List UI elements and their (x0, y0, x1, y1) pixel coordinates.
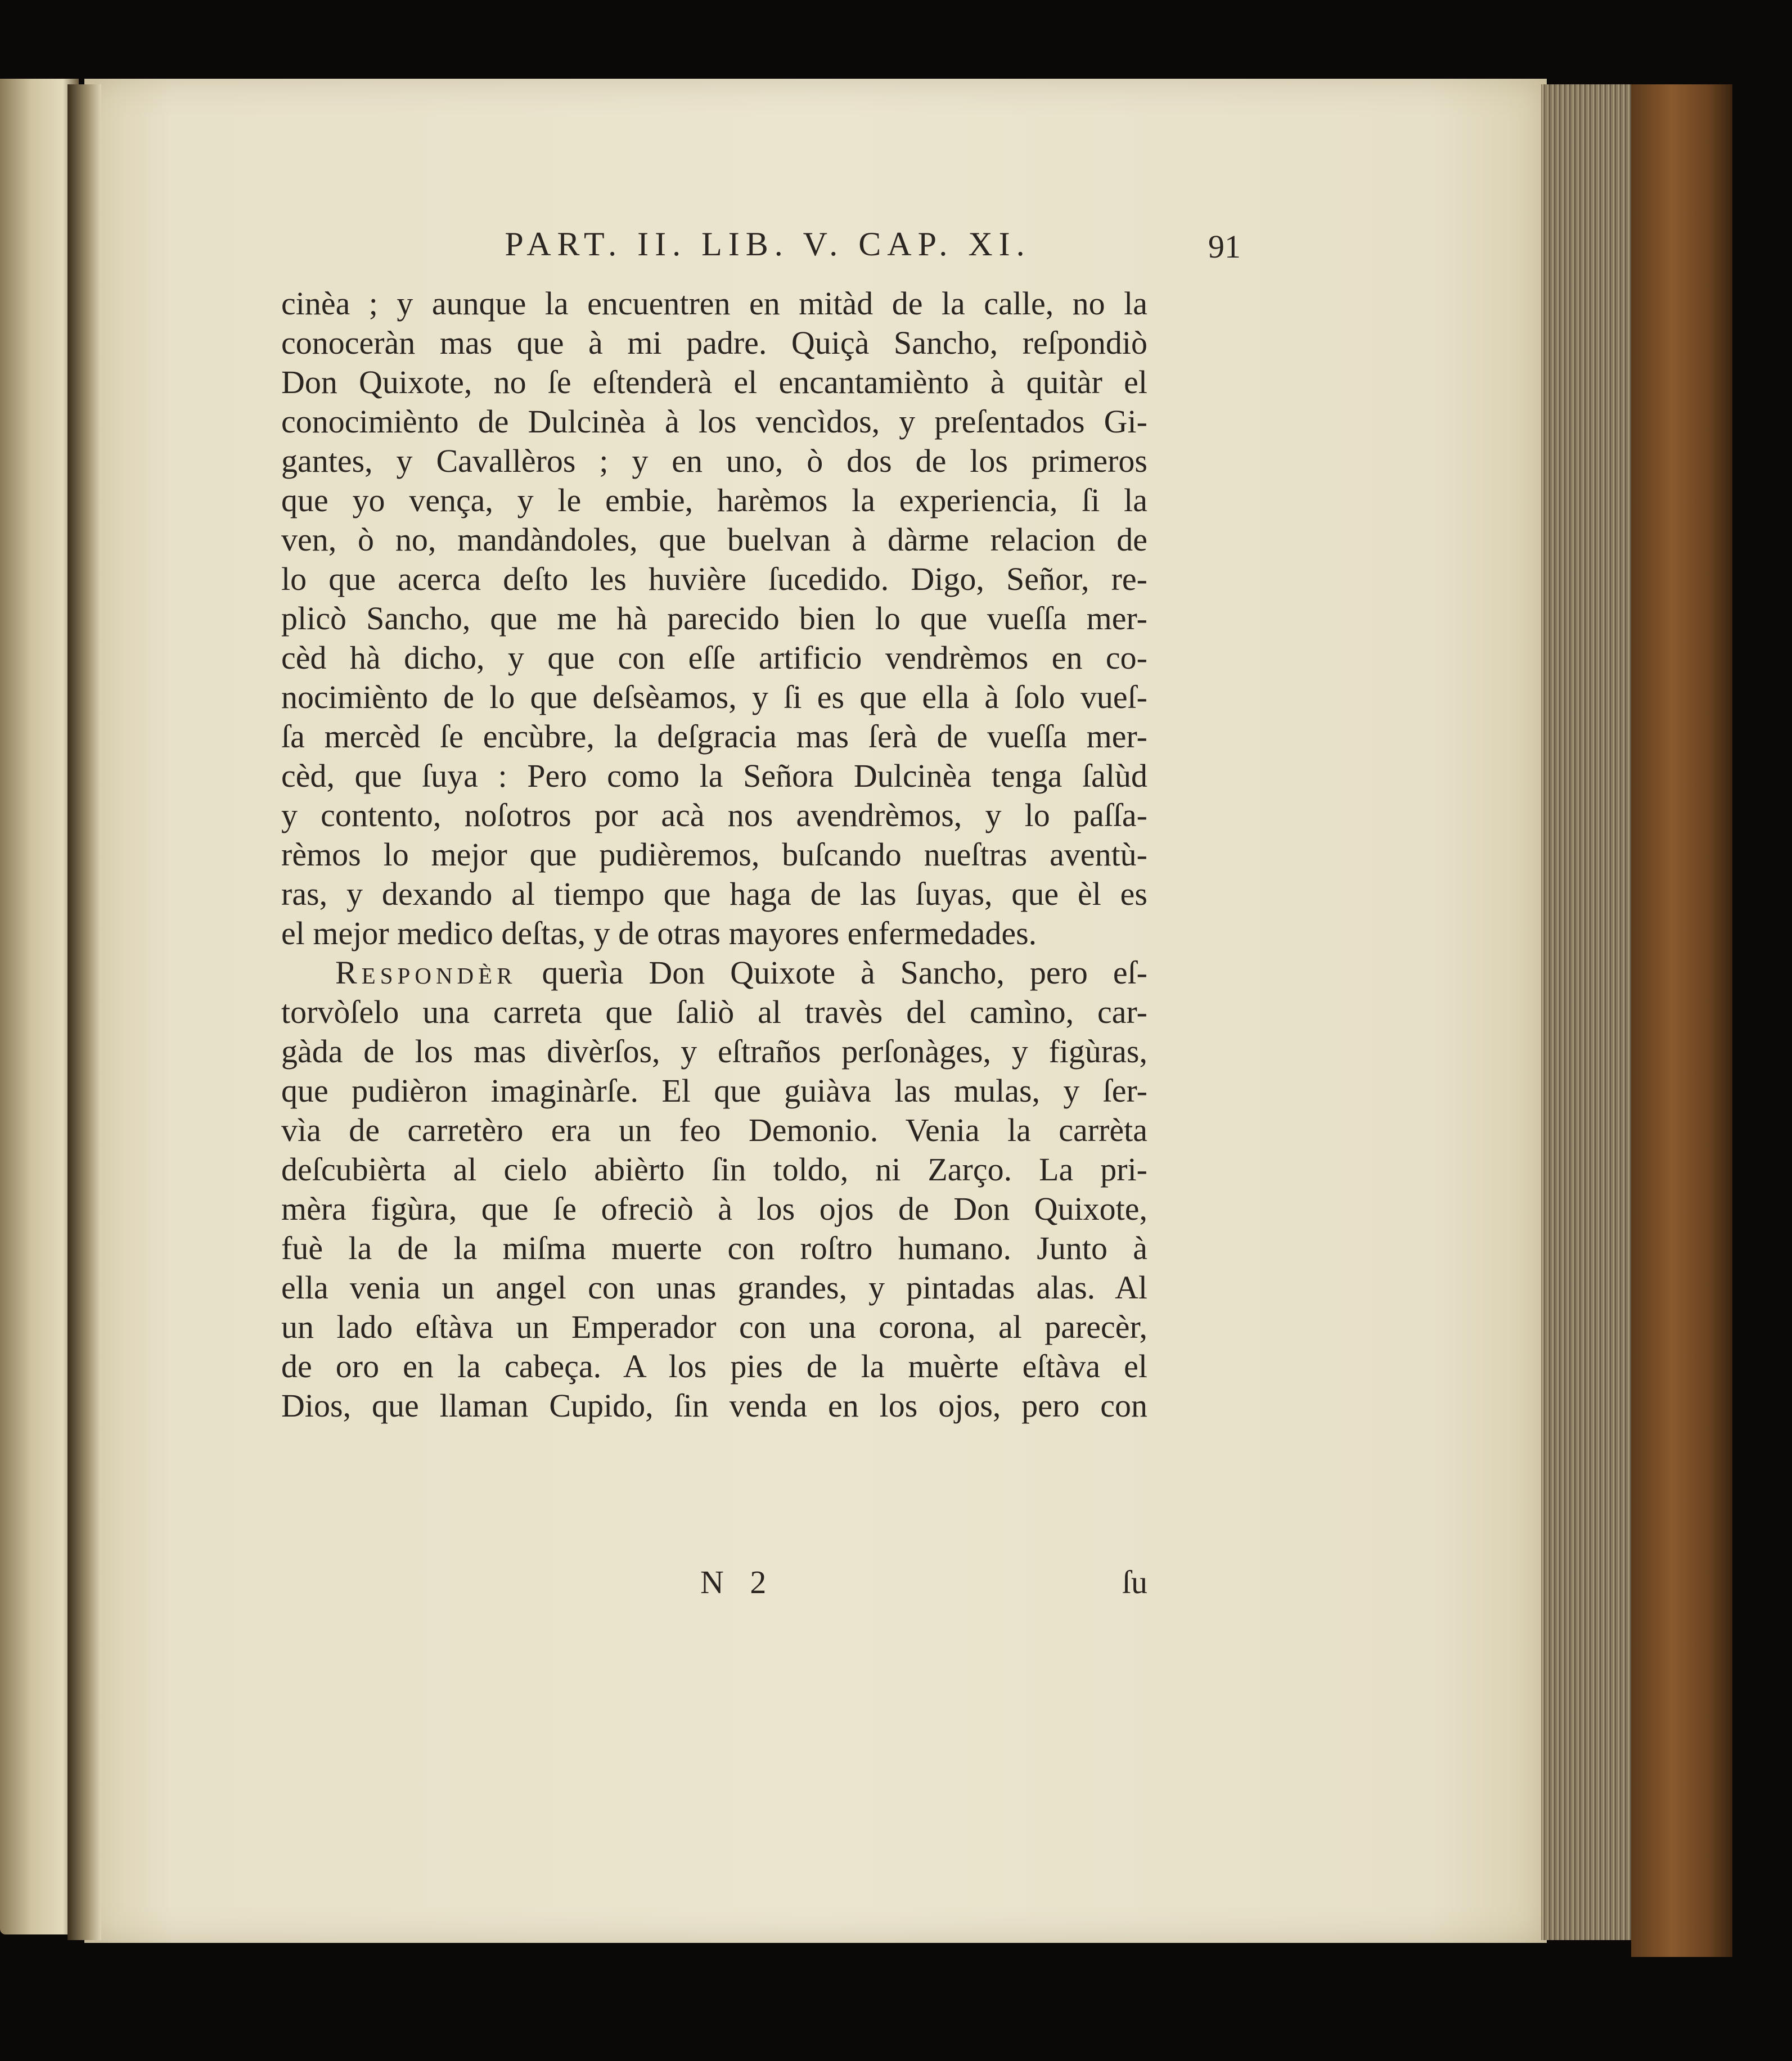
text-line-rest: querìa Don Quixote à Sancho, pero eſ- (542, 954, 1147, 991)
text-line: Dios, que llaman Cupido, ſin venda en los ojos, pero con (281, 1387, 1147, 1424)
text-line: cèd hà dicho, y que con eſſe artificio vendrèmos en co- (281, 639, 1147, 676)
running-head: PART. II. LIB. V. CAP. XI. (505, 226, 1031, 263)
text-line: que yo vença, y le embie, harèmos la experiencia, ſi la (281, 482, 1147, 518)
text-line: que pudièron imaginàrſe. El que guiàva las mulas, y ſer- (281, 1072, 1147, 1109)
signature-mark: N 2 (700, 1564, 776, 1600)
text-line: el mejor medico deſtas, y de otras mayores enfermedades. (281, 915, 1037, 951)
text-line: conoceràn mas que à mi padre. Quiçà Sancho, reſpondiò (281, 324, 1147, 361)
leather-binding (1631, 84, 1732, 1957)
text-line: ven, ò no, mandàndoles, que buelvan à dàrme relacion de (281, 521, 1147, 558)
text-line: Don Quixote, no ſe eſtenderà el encantamiènto à quitàr el (281, 364, 1147, 400)
text-line: ella venia un angel con unas grandes, y pintadas alas. Al (281, 1269, 1147, 1306)
text-line: y contento, noſotros por acà nos avendrèmos, y lo paſſa- (281, 797, 1147, 833)
catchword: ſu (1122, 1564, 1147, 1600)
body-text (281, 284, 1147, 1426)
page-footer (281, 1563, 1147, 1608)
text-line: un lado eſtàva un Emperador con una corona, al parecèr, (281, 1309, 1147, 1345)
text-line: vìa de carretèro era un feo Demonio. Venia la carrèta (281, 1112, 1147, 1148)
text-line: torvòſelo una carreta que ſaliò al travès del camìno, car- (281, 994, 1147, 1030)
facing-page-edge (0, 79, 79, 1934)
text-line: cèd, que ſuya : Pero como la Señora Dulcinèa tenga ſalùd (281, 757, 1147, 794)
text-line: de oro en la cabeça. A los pies de la muèrte eſtàva el (281, 1348, 1147, 1384)
text-line: rèmos lo mejor que pudièremos, buſcando nueſtras aventù- (281, 836, 1147, 873)
text-line: plicò Sancho, que me hà parecido bien lo que vueſſa mer- (281, 600, 1147, 637)
text-line: gàda de los mas divèrſos, y eſtraños perſonàges, y figùras, (281, 1033, 1147, 1070)
text-line: lo que acerca deſto les huvière ſucedido. Digo, Señor, re- (281, 561, 1147, 597)
text-line: conocimiènto de Dulcinèa à los vencìdos, y preſentados Gi- (281, 403, 1147, 440)
text-line: nocimiènto de lo que deſsèamos, y ſi es que ella à ſolo vueſ- (281, 679, 1147, 715)
page-number: 91 (1208, 228, 1241, 265)
text-line: ſa mercèd ſe encùbre, la deſgracia mas ſerà de vueſſa mer- (281, 718, 1147, 755)
page-block-edge (1541, 84, 1642, 1940)
text-line: deſcubièrta al cielo abièrto ſin toldo, ni Zarço. La pri- (281, 1151, 1147, 1188)
paragraph-opening-line (281, 953, 1147, 993)
text-line: gantes, y Cavallèros ; y en uno, ò dos de los primeros (281, 443, 1147, 479)
paragraph-opening-word: Respondèr (335, 954, 517, 991)
text-line: ras, y dexando al tiempo que haga de las ſuyas, que èl es (281, 876, 1147, 912)
book-gutter (67, 84, 101, 1940)
text-line: cinèa ; y aunque la encuentren en mitàd de la calle, no la (281, 285, 1147, 322)
text-line: fuè la de la miſma muerte con roſtro humano. Junto à (281, 1230, 1147, 1266)
text-line: mèra figùra, que ſe ofreciò à los ojos de Don Quixote, (281, 1190, 1147, 1227)
